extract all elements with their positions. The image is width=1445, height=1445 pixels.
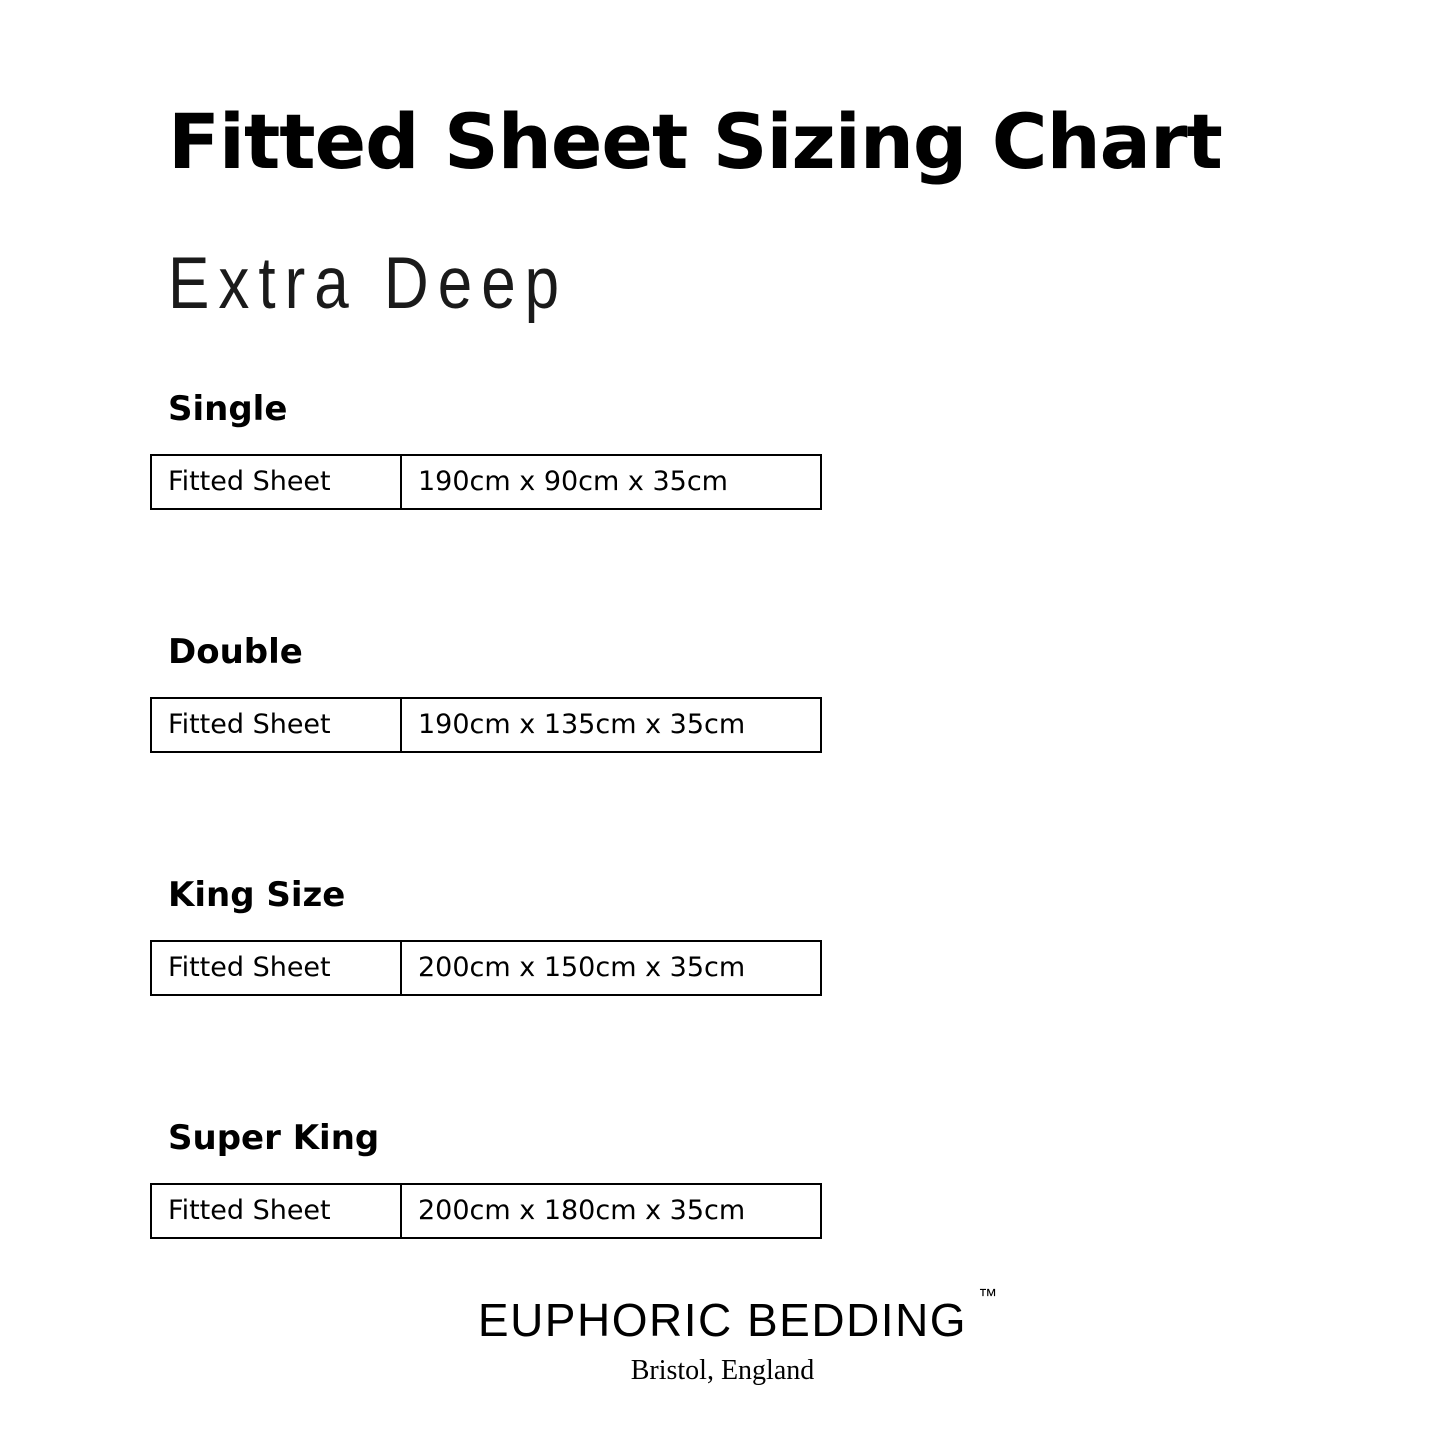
- table-row: [151, 698, 821, 752]
- size-table: [150, 697, 822, 753]
- row-label: Fitted Sheet: [151, 455, 401, 509]
- section-heading: King Size: [168, 875, 346, 915]
- table-row: [151, 455, 821, 509]
- row-label: Fitted Sheet: [151, 941, 401, 995]
- size-table: [150, 940, 822, 996]
- size-table: [150, 454, 822, 510]
- brand-name: EUPHORIC BEDDING: [477, 1294, 968, 1346]
- page-subtitle: Extra Deep: [168, 243, 569, 325]
- row-label: Fitted Sheet: [151, 698, 401, 752]
- size-sections: [0, 389, 1445, 1364]
- size-table: [150, 1183, 822, 1239]
- row-value: 190cm x 135cm x 35cm: [401, 698, 821, 752]
- brand-logo: [477, 1286, 998, 1346]
- size-section-double: [0, 632, 1445, 815]
- brand-location: Bristol, England: [630, 1355, 815, 1386]
- table-row: [151, 941, 821, 995]
- section-heading: Super King: [168, 1118, 380, 1158]
- table-row: [151, 1184, 821, 1238]
- size-section-single: [0, 389, 1445, 572]
- trademark-icon: ™: [978, 1286, 998, 1307]
- size-section-king: [0, 875, 1445, 1058]
- row-value: 190cm x 90cm x 35cm: [401, 455, 821, 509]
- footer: [0, 1286, 1445, 1386]
- section-heading: Single: [168, 389, 288, 429]
- section-heading: Double: [168, 632, 303, 672]
- page-title: Fitted Sheet Sizing Chart: [168, 97, 1222, 186]
- size-section-super-king: [0, 1118, 1445, 1301]
- row-value: 200cm x 180cm x 35cm: [401, 1184, 821, 1238]
- row-label: Fitted Sheet: [151, 1184, 401, 1238]
- row-value: 200cm x 150cm x 35cm: [401, 941, 821, 995]
